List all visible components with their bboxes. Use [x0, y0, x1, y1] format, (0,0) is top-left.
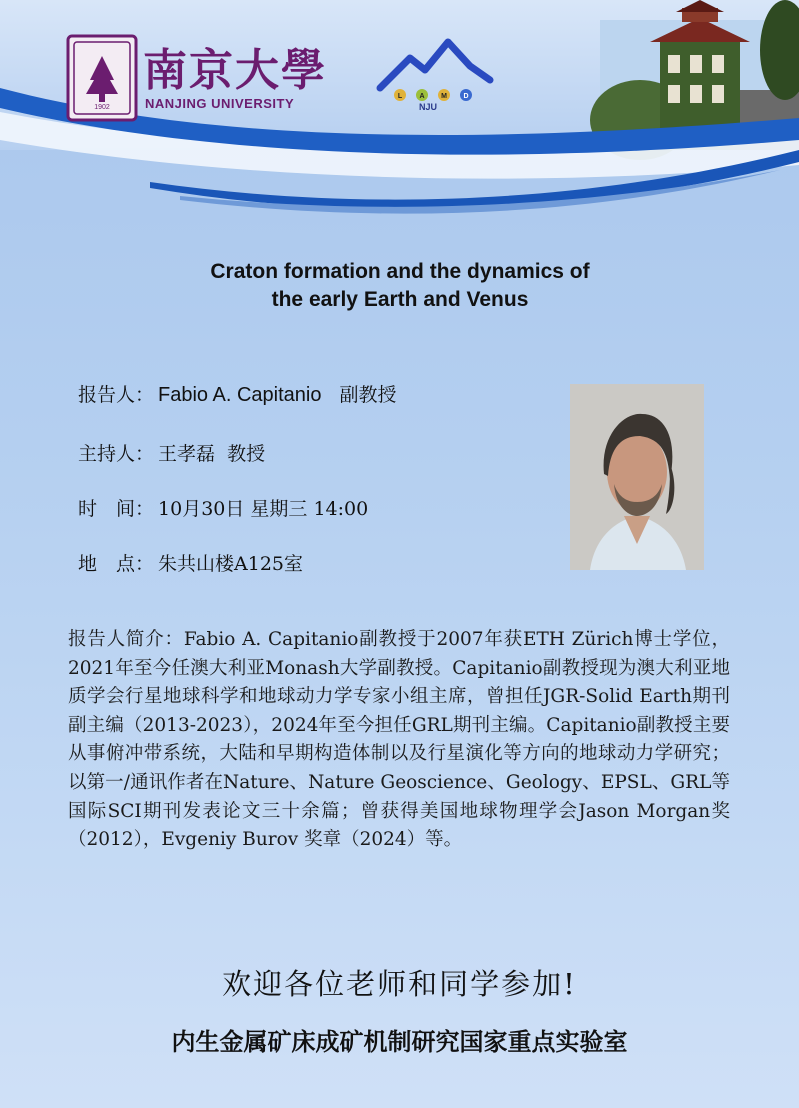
speaker-label: 报告人： [78, 384, 155, 406]
host-label: 主持人： [78, 443, 155, 465]
speaker-bio: 报告人简介：Fabio A. Capitanio副教授于2007年获ETH Zürich博士学位，2021年至今任澳大利亚Monash大学副教授。Capitanio副教授现为澳大利亚地质学会行星地球科学和地球动力学专家小组主席，曾担任JGR-Solid Earth期刊副主编（2013-2023），2024年至今担任GRL期刊主编。Capitanio副教授主要从事俯冲带系统，大陆和早期构造体制以及行星演化等方向的地球动力学研究；以第一/通讯作者在Nature、Nature Geoscience、Geology、EPSL、GRL等国际SCI期刊发表论文三十余篇；曾获得美国地球物理学会Jason Morgan奖（2012），Evgeniy Burov 奖章（2024）等。 [68, 629, 730, 851]
university-name-cn: 南京大學 [143, 45, 327, 96]
place-value: 朱共山楼A125室 [158, 553, 304, 575]
speaker-title: 副教授 [339, 384, 397, 406]
lamd-letter-l: L [397, 93, 403, 100]
university-name-en: NANJING UNIVERSITY [145, 96, 295, 111]
time-value: 10月30日 星期三 14:00 [158, 498, 369, 520]
banner-graphics [0, 0, 799, 230]
host-row [78, 439, 265, 466]
header-banner [0, 0, 799, 230]
lab-name: 内生金属矿床成矿机制研究国家重点实验室 [171, 1028, 628, 1056]
speaker-name: Fabio A. Capitanio [158, 384, 322, 406]
time-label: 时 间： [78, 498, 155, 520]
nju-seal-logo [68, 36, 136, 120]
place-row [78, 549, 303, 576]
lamd-letter-a: A [419, 93, 425, 100]
place-label: 地 点： [78, 553, 155, 575]
time-row [78, 494, 368, 521]
speaker-row [78, 380, 397, 407]
lamd-letter-d: D [463, 93, 469, 100]
host-value: 王孝磊 教授 [158, 443, 266, 465]
talk-title-line2: the early Earth and Venus [271, 288, 529, 311]
speaker-photo [570, 384, 704, 570]
talk-title-line1: Craton formation and the dynamics of [210, 260, 590, 283]
welcome-message: 欢迎各位老师和同学参加! [222, 967, 577, 1001]
talk-title [80, 258, 720, 314]
seal-year: 1902 [94, 104, 110, 111]
lamd-letter-m: M [441, 93, 447, 100]
lamd-subtitle: NJU [419, 102, 438, 112]
